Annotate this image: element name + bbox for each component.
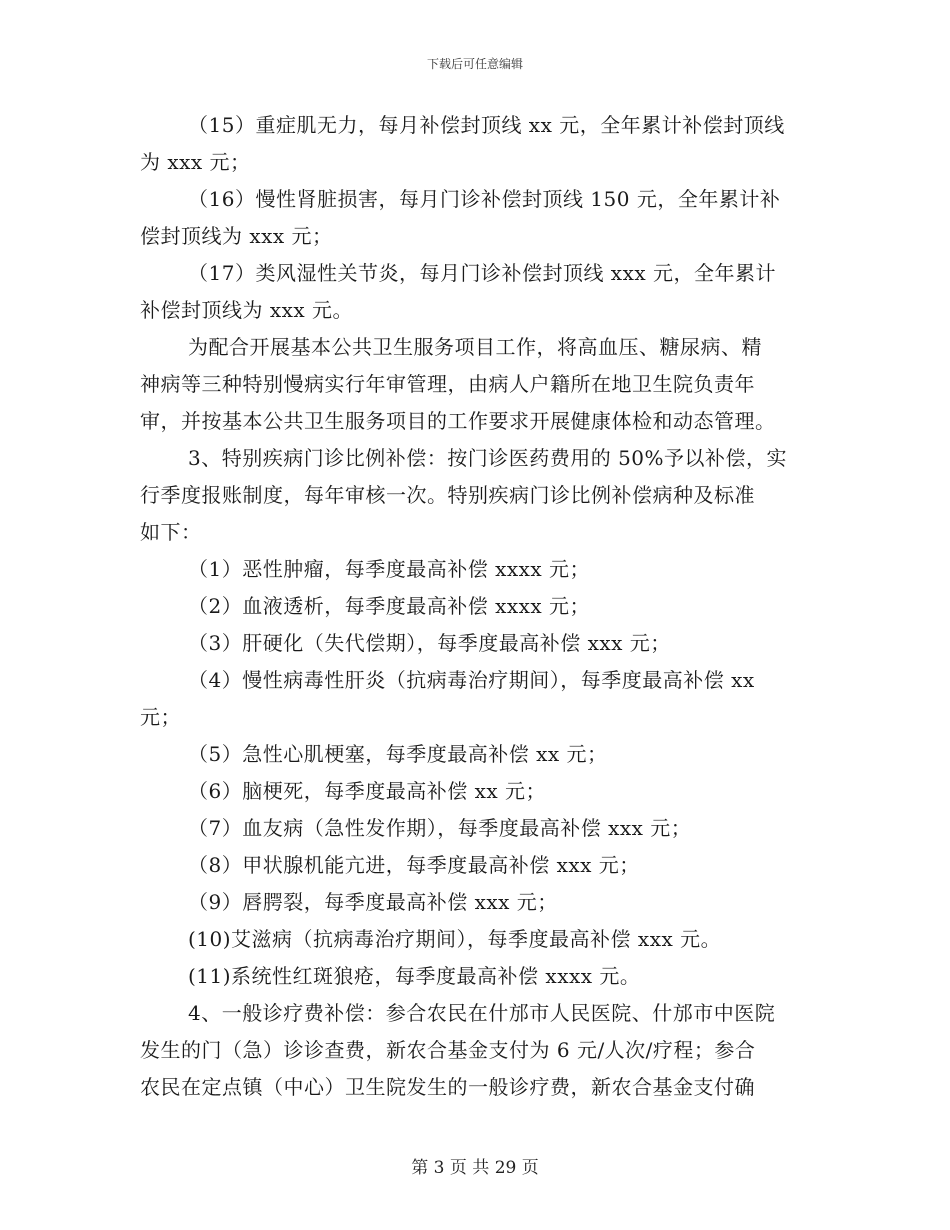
text-line: 偿封顶线为 xxx 元；: [140, 224, 333, 248]
text-line: 农民在定点镇（中心）卫生院发生的一般诊疗费，新农合基金支付确: [140, 1075, 755, 1099]
text-line: 补偿封顶线为 xxx 元。: [140, 298, 354, 322]
text-line: （7）血友病（急性发作期），每季度最高补偿 xxx 元；: [188, 816, 692, 840]
text-line: （16）慢性肾脏损害，每月门诊补偿封顶线 150 元，全年累计补: [188, 187, 781, 211]
text-line: （1）恶性肿瘤，每季度最高补偿 xxxx 元；: [188, 557, 591, 581]
text-line: （3）肝硬化（失代偿期），每季度最高补偿 xxx 元；: [188, 631, 671, 655]
text-line: （6）脑梗死，每季度最高补偿 xx 元；: [188, 779, 546, 803]
text-line: （4）慢性病毒性肝炎（抗病毒治疗期间），每季度最高补偿 xx: [188, 668, 755, 692]
text-line: 为 xxx 元；: [140, 150, 251, 174]
text-line: 4、一般诊疗费补偿：参合农民在什邡市人民医院、什邡市中医院: [188, 1001, 776, 1025]
page-footer: 第 3 页 共 29 页: [411, 1158, 539, 1178]
text-line: 3、特别疾病门诊比例补偿：按门诊医药费用的 50%予以补偿，实: [188, 446, 788, 470]
text-line: 发生的门（急）诊诊查费，新农合基金支付为 6 元/人次/疗程；参合: [140, 1038, 756, 1062]
text-line: （8）甲状腺机能亢进，每季度最高补偿 xxx 元；: [188, 853, 640, 877]
text-line: （9）唇腭裂，每季度最高补偿 xxx 元；: [188, 890, 558, 914]
text-line: (10)艾滋病（抗病毒治疗期间），每季度最高补偿 xxx 元。: [188, 927, 722, 951]
text-line: 神病等三种特别慢病实行年审管理，由病人户籍所在地卫生院负责年: [140, 372, 755, 396]
page-header: 下载后可任意编辑: [426, 57, 523, 71]
document-body: [140, 107, 808, 1106]
text-line: （17）类风湿性关节炎，每月门诊补偿封顶线 xxx 元，全年累计: [188, 261, 777, 285]
text-line: 行季度报账制度，每年审核一次。特别疾病门诊比例补偿病种及标准: [140, 483, 755, 507]
text-line: (11)系统性红斑狼疮，每季度最高补偿 xxxx 元。: [188, 964, 641, 988]
text-line: 如下：: [140, 520, 202, 544]
text-line: （2）血液透析，每季度最高补偿 xxxx 元；: [188, 594, 591, 618]
text-line: 元；: [140, 705, 181, 729]
text-line: 审，并按基本公共卫生服务项目的工作要求开展健康体检和动态管理。: [140, 409, 776, 433]
text-line: （15）重症肌无力，每月补偿封顶线 xx 元，全年累计补偿封顶线: [188, 113, 785, 137]
text-line: （5）急性心肌梗塞，每季度最高补偿 xx 元；: [188, 742, 608, 766]
text-line: 为配合开展基本公共卫生服务项目工作，将高血压、糖尿病、精: [188, 335, 762, 359]
